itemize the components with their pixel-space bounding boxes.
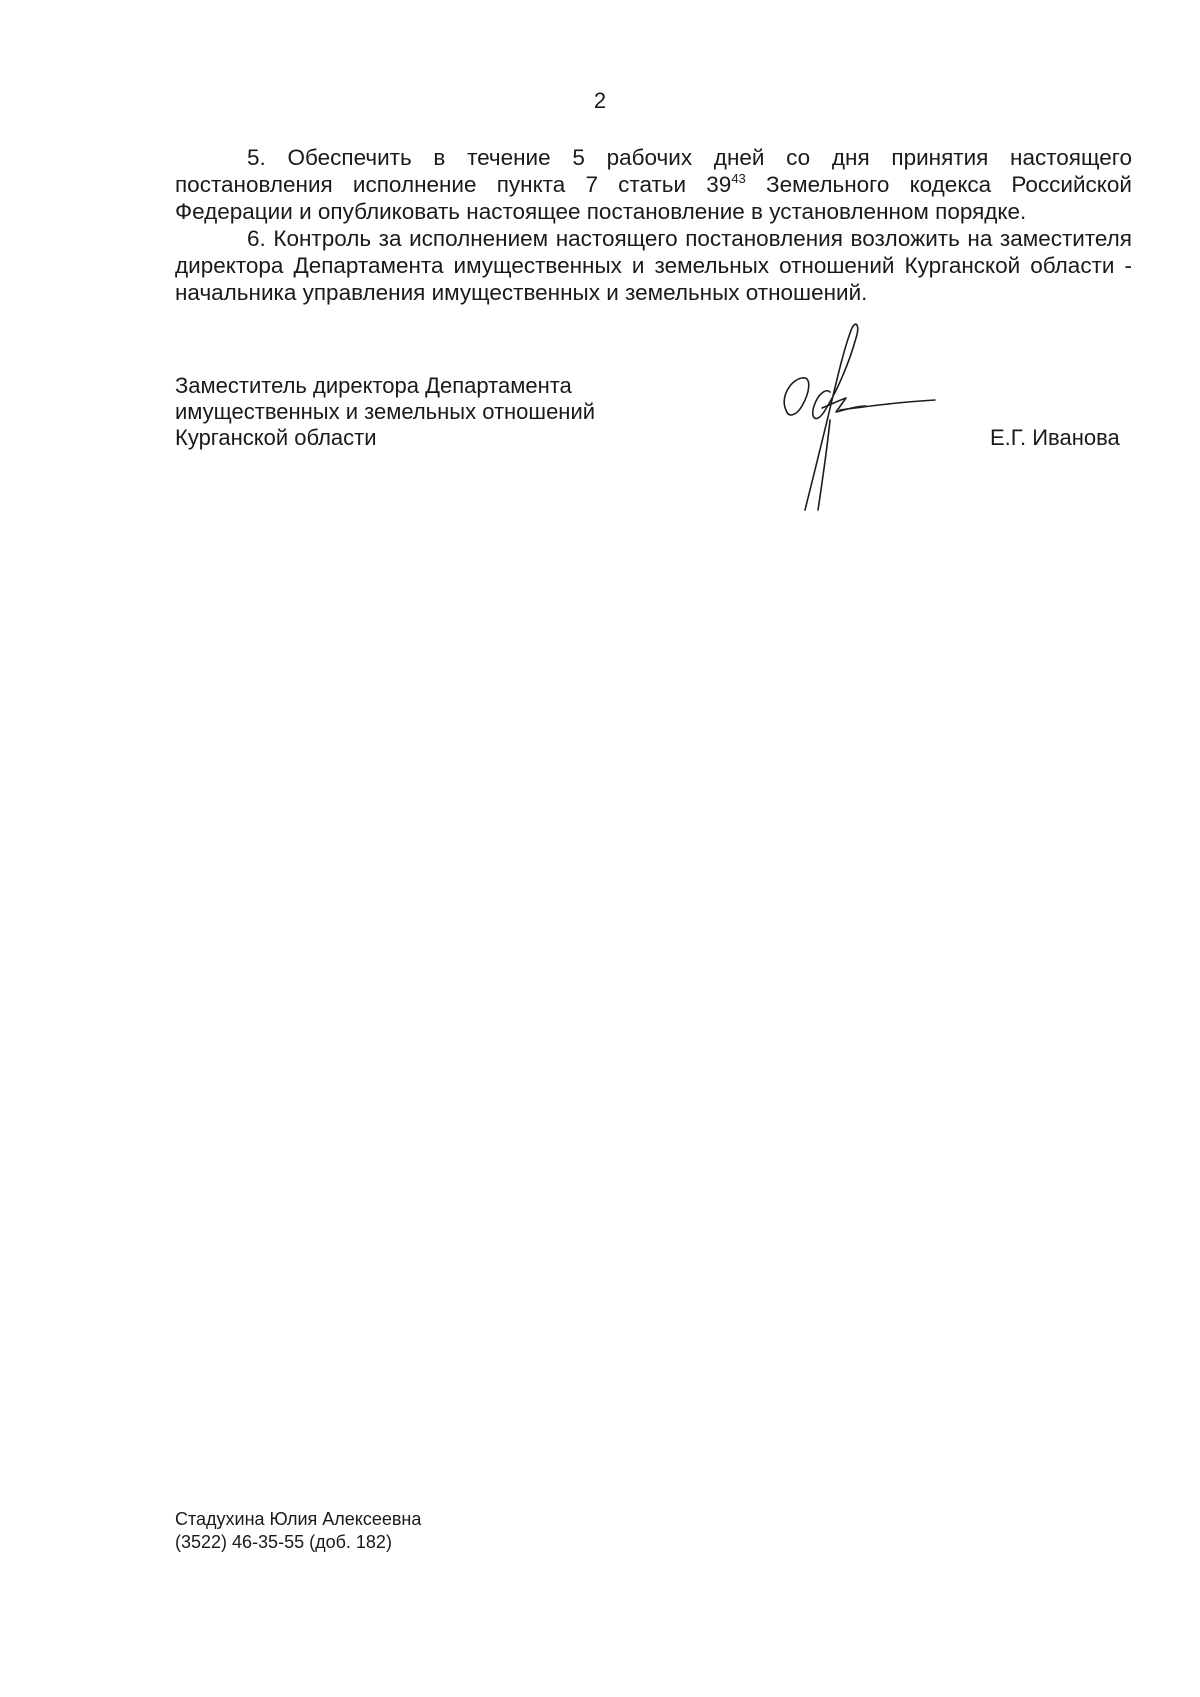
signer-title-line: Заместитель директора Департамента (175, 373, 572, 398)
signer-title-line: Курганской области (175, 425, 377, 450)
signer-title-line: имущественных и земельных отношений (175, 399, 596, 424)
paragraph-5-text-end: Земельного кодекса Российской Федерации и опубликовать настоящее постановление в установленном порядке. (175, 172, 1132, 224)
signer-title (175, 373, 695, 451)
executor-name: Стадухина Юлия Алексеевна (175, 1509, 422, 1529)
signature-stroke (805, 324, 858, 510)
document-body (175, 144, 1132, 306)
paragraph-6: 6. Контроль за исполнением настоящего постановления возложить на заместителя директора Департамента имущественных и земельных отношений Курганской области - начальника управления имущественных и земельных отношений. (175, 226, 1132, 305)
executor-info (175, 1508, 421, 1554)
page-number: 2 (593, 88, 607, 113)
signature-stroke (784, 378, 809, 415)
handwritten-signature (770, 320, 950, 530)
signature-stroke (840, 400, 935, 410)
signer-name: Е.Г. Иванова (990, 425, 1120, 450)
paragraph-5-text-start: 5. Обеспечить в течение 5 рабочих дней со дня принятия настоящего постановления исполнение пункта 7 статьи 39 (175, 145, 1132, 197)
executor-phone: (3522) 46-35-55 (доб. 182) (175, 1532, 392, 1552)
paragraph-5 (175, 144, 1132, 225)
article-superscript: 43 (731, 171, 746, 186)
